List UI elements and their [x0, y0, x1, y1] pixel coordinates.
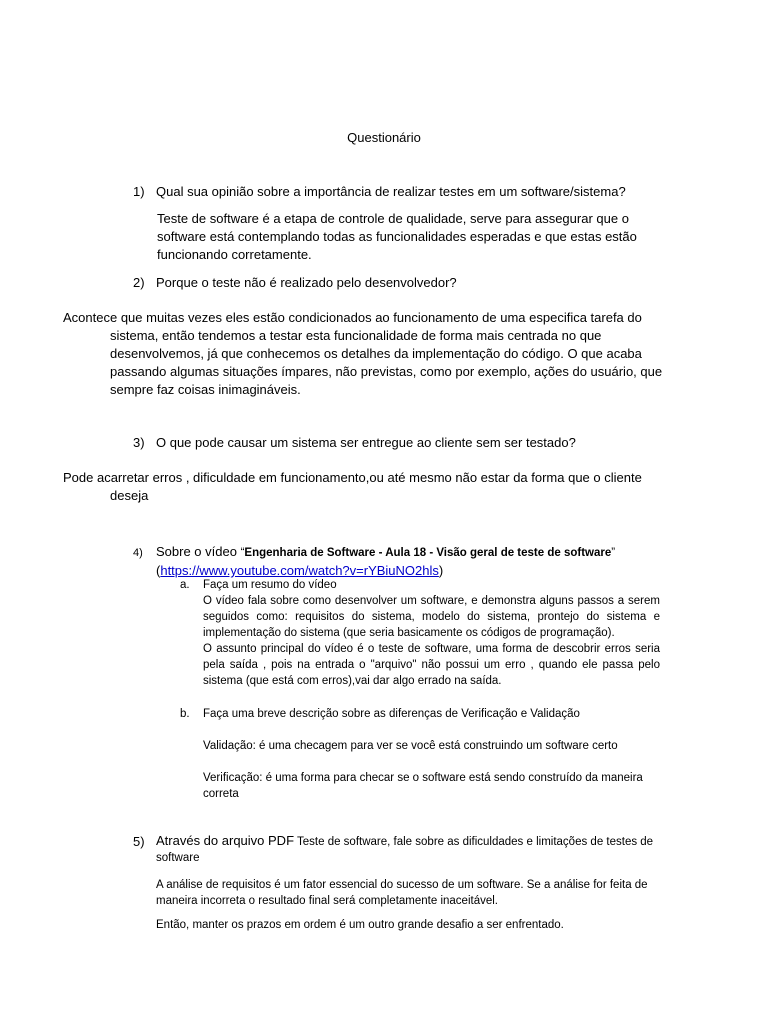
- answer-3-line: Pode acarretar erros , dificuldade em funcionamento,ou até mesmo não estar da forma que o cliente: [63, 470, 642, 485]
- question-5-number: 5): [133, 834, 145, 849]
- question-2-number: 2): [133, 275, 145, 290]
- answer-1: [157, 210, 717, 264]
- sub-item-b: [180, 706, 660, 802]
- answer-2-line: Acontece que muitas vezes eles estão condicionados ao funcionamento de uma especifica tarefa do: [63, 310, 642, 325]
- question-5-lead: Através do arquivo PDF: [156, 833, 295, 848]
- sub-item-b-prompt: Faça uma breve descrição sobre as diferenças de Verificação e Validação: [203, 708, 580, 720]
- sub-item-a-letter: a.: [180, 579, 190, 591]
- url-paren-open: (: [156, 563, 161, 578]
- answer-1-line: Teste de software é a etapa de controle de qualidade, serve para assegurar que o: [157, 211, 629, 226]
- video-title: Engenharia de Software - Aula 18 - Visão geral de teste de software: [244, 547, 612, 559]
- answer-2-line: sempre faz coisas inimagináveis.: [110, 382, 301, 397]
- question-1-number: 1): [133, 184, 145, 199]
- question-5-text-line: software: [156, 852, 200, 864]
- sub-item-a-prompt: Faça um resumo do vídeo: [203, 579, 337, 591]
- sub-item-b-letter: b.: [180, 708, 190, 720]
- verificacao-line: Verificação: é uma forma para checar se o software está sendo construído da maneira: [203, 772, 643, 784]
- video-link[interactable]: https://www.youtube.com/watch?v=rYBiuNO2hls: [160, 563, 439, 578]
- answer-2: [63, 309, 743, 399]
- answer-3-line: deseja: [110, 488, 149, 503]
- question-3-number: 3): [133, 435, 145, 450]
- question-2-text: Porque o teste não é realizado pelo desenvolvedor?: [156, 275, 457, 290]
- question-2: [133, 274, 733, 292]
- sub-item-a-answer-line: pela saída , pois na entrada o "arquivo" não possui um erro , quando ele passa pelo: [203, 659, 660, 671]
- url-paren-close: ): [438, 563, 444, 578]
- answer-5-line: maneira incorreta o resultado final será completamente inaceitável.: [156, 895, 498, 907]
- question-4-line-1: [133, 543, 663, 562]
- answer-2-line: desenvolvemos, já que conhecemos os detalhes da implementação do código. O que acaba: [110, 346, 642, 361]
- sub-item-a-answer-line: O assunto principal do vídeo é o teste de software, uma forma de descobrir erros seria: [203, 643, 660, 655]
- verificacao-line: correta: [203, 788, 239, 800]
- question-4-quote-close: ”: [611, 547, 616, 559]
- question-4-quote-open: “: [240, 547, 245, 559]
- question-1: [133, 183, 733, 201]
- question-5: [133, 833, 663, 866]
- answer-1-line: software está contemplando todas as funcionalidades esperadas e que estas estão: [157, 229, 637, 244]
- question-4-lead: Sobre o vídeo: [156, 544, 237, 559]
- answer-5: [156, 877, 656, 933]
- answer-3: [63, 469, 743, 505]
- answer-1-line: funcionando corretamente.: [157, 247, 312, 262]
- question-5-text-line: Teste de software, fale sobre as dificuldades e limitações de testes de: [297, 836, 654, 848]
- validacao-text: Validação: é uma checagem para ver se você está construindo um software certo: [203, 740, 618, 752]
- question-4-number: 4): [133, 547, 143, 559]
- sub-item-a: [180, 577, 660, 689]
- answer-5-line: A análise de requisitos é um fator essencial do sucesso de um software. Se a análise for feita de: [156, 879, 648, 891]
- question-1-text: Qual sua opinião sobre a importância de realizar testes em um software/sistema?: [156, 184, 626, 199]
- page-title: Questionário: [347, 130, 421, 145]
- sub-item-a-answer-line: O vídeo fala sobre como desenvolver um software, e demonstra alguns passos a serem: [203, 595, 660, 607]
- question-3: [133, 434, 733, 452]
- answer-2-line: passando algumas situações ímpares, não previstas, como por exemplo, ações do usuário, que: [110, 364, 663, 379]
- question-4: [133, 543, 663, 580]
- question-3-text: O que pode causar um sistema ser entregue ao cliente sem ser testado?: [156, 435, 576, 450]
- sub-item-a-answer-line: sistema (que está com erros),vai dar algo errado na saída.: [203, 675, 502, 687]
- sub-item-a-answer-line: seguidos como: requisitos do sistema, modelo do sistema, prontejo do sistema e: [203, 611, 660, 623]
- answer-2-line: sistema, então tendemos a testar esta funcionalidade de forma mais centrada no que: [110, 328, 602, 343]
- answer-5-para-2: Então, manter os prazos em ordem é um outro grande desafio a ser enfrentado.: [156, 919, 564, 931]
- sub-item-a-answer-line: implementação do sistema (que seria basicamente os códigos de programação).: [203, 627, 615, 639]
